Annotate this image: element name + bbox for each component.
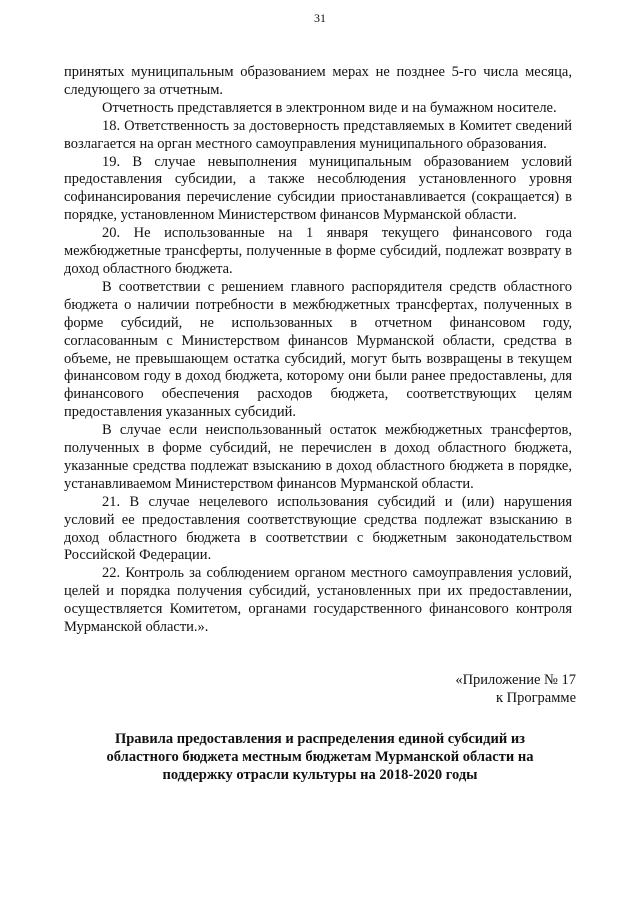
appendix-number: «Приложение № 17	[455, 672, 576, 688]
paragraph-reporting-deadline: принятых муниципальным образованием мерах не позднее 5-го числа месяца, следующего за отчетным.	[64, 64, 572, 98]
paragraph-item-18: 18. Ответственность за достоверность представляемых в Комитет сведений возлагается на орган местного самоуправления муниципального образования.	[64, 117, 572, 152]
paragraph-item-20-return-decision: В соответствии с решением главного распорядителя средств областного бюджета о наличии потребности в межбюджетных трансфертах, полученных в форме субсидий, не использованных в отчетном финансовом году, согласованным с Министерством финансов Мурманской области, средства в объеме, не превышающем остатка субсидий, могут быть возвращены в текущем финансовом году в доход бюджета, которому они были ранее предоставлены, для финансового обеспечения расходов бюджета, соответствующих целям предоставления указанных субсидий.	[64, 278, 572, 421]
paragraph-item-21: 21. В случае нецелевого использования субсидий и (или) нарушения условий ее предоставления соответствующие средства подлежат взысканию в доход областного бюджета в соответствии с бюджетным законодательством Российской Федерации.	[64, 493, 572, 564]
paragraph-item-19: 19. В случае невыполнения муниципальным образованием условий предоставления субсидии, а также несоблюдения установленного уровня софинансирования перечисление субсидии приостанавливается (сокращается) в порядке, установленном Министерством финансов Мурманской области.	[64, 153, 572, 224]
paragraph-reporting-format: Отчетность представляется в электронном виде и на бумажном носителе.	[102, 99, 557, 116]
appendix-reference	[455, 672, 576, 708]
rules-title: Правила предоставления и распределения единой субсидий из областного бюджета местным бюджетам Мурманской области на поддержку отрасли культуры на 2018-2020 годы	[106, 731, 534, 783]
appendix-program: к Программе	[495, 689, 576, 706]
paragraph-item-22: 22. Контроль за соблюдением органом местного самоуправления условий, целей и порядка получения субсидий, установленных при их предоставлении, осуществляется Комитетом, органами государственного финансового контроля Мурманской области.».	[64, 565, 572, 636]
page-number: 31	[314, 11, 326, 25]
paragraph-item-20: 20. Не использованные на 1 января текущего финансового года межбюджетные трансферты, полученные в форме субсидий, подлежат возврату в доход областного бюджета.	[64, 225, 572, 277]
document-body	[64, 64, 572, 637]
paragraph-item-20-recovery: В случае если неиспользованный остаток межбюджетных трансфертов, полученных в форме субсидий, не перечислен в доход областного бюджета, указанные средства подлежат взысканию в доход областного бюджета в порядке, устанавливаемом Министерством финансов Мурманской области.	[64, 422, 572, 492]
